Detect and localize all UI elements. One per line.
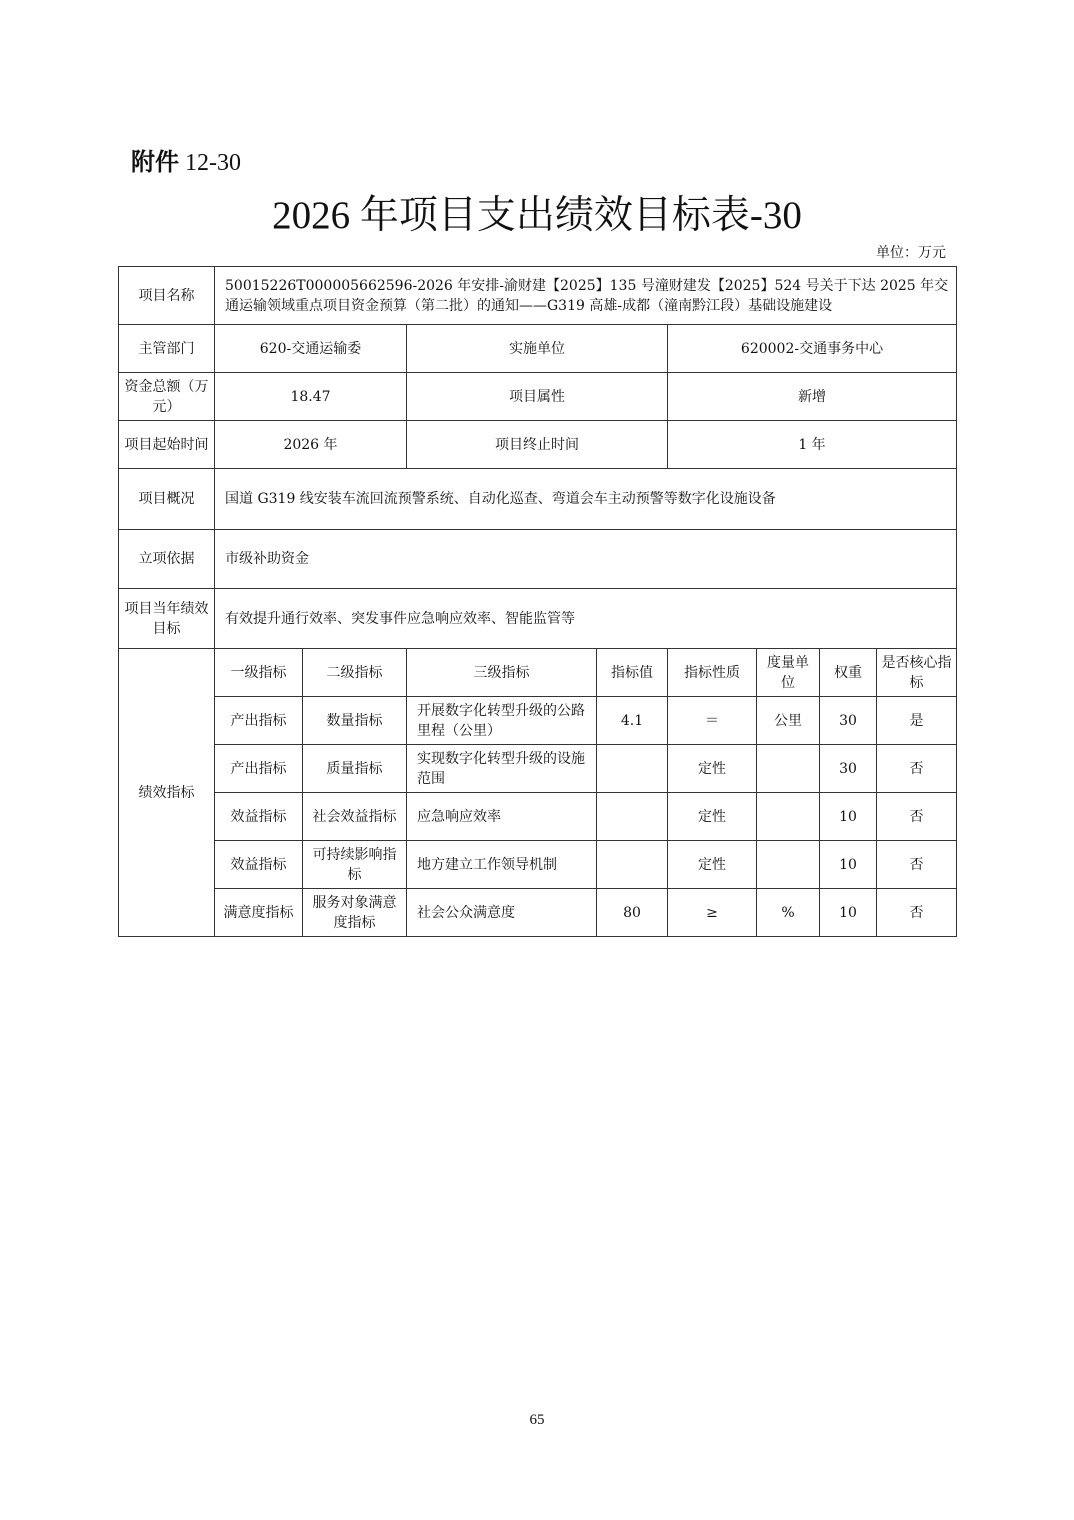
cell-core: 是 <box>877 697 957 745</box>
start-label: 项目起始时间 <box>119 421 215 469</box>
fund-label: 资金总额（万元） <box>119 373 215 421</box>
cell-nature: 定性 <box>668 793 757 841</box>
cell-nature: 定性 <box>668 745 757 793</box>
end-value: 1 年 <box>668 421 957 469</box>
cell-l2: 可持续影响指标 <box>303 841 407 889</box>
end-label: 项目终止时间 <box>407 421 668 469</box>
header-weight: 权重 <box>820 649 877 697</box>
overview-label: 项目概况 <box>119 469 215 530</box>
basis-label: 立项依据 <box>119 530 215 589</box>
cell-l3: 应急响应效率 <box>407 793 597 841</box>
header-value: 指标值 <box>597 649 668 697</box>
goal-value: 有效提升通行效率、突发事件应急响应效率、智能监管等 <box>215 589 957 649</box>
annex-number: 12-30 <box>185 150 241 176</box>
row-dept <box>119 325 957 373</box>
indicators-section-label: 绩效指标 <box>119 649 215 937</box>
dept-value: 620-交通运输委 <box>215 325 407 373</box>
cell-core: 否 <box>877 793 957 841</box>
cell-value <box>597 841 668 889</box>
cell-weight: 10 <box>820 793 877 841</box>
cell-unit: 公里 <box>757 697 820 745</box>
table-row <box>119 841 957 889</box>
basis-value: 市级补助资金 <box>215 530 957 589</box>
cell-l1: 效益指标 <box>215 793 303 841</box>
performance-table <box>118 266 957 937</box>
cell-l1: 产出指标 <box>215 745 303 793</box>
fund-value: 18.47 <box>215 373 407 421</box>
cell-value: 80 <box>597 889 668 937</box>
project-name-label: 项目名称 <box>119 267 215 325</box>
table-row <box>119 793 957 841</box>
cell-l3: 地方建立工作领导机制 <box>407 841 597 889</box>
cell-l2: 社会效益指标 <box>303 793 407 841</box>
cell-unit <box>757 841 820 889</box>
cell-weight: 10 <box>820 841 877 889</box>
header-l3: 三级指标 <box>407 649 597 697</box>
page-title: 2026 年项目支出绩效目标表-30 <box>272 194 802 237</box>
cell-nature: ≥ <box>668 889 757 937</box>
cell-l3: 开展数字化转型升级的公路里程（公里） <box>407 697 597 745</box>
cell-l1: 效益指标 <box>215 841 303 889</box>
cell-weight: 10 <box>820 889 877 937</box>
row-time <box>119 421 957 469</box>
cell-value: 4.1 <box>597 697 668 745</box>
cell-value <box>597 793 668 841</box>
cell-weight: 30 <box>820 697 877 745</box>
header-l1: 一级指标 <box>215 649 303 697</box>
page-number: 65 <box>529 1412 545 1428</box>
cell-l3: 实现数字化转型升级的设施范围 <box>407 745 597 793</box>
cell-unit <box>757 745 820 793</box>
cell-unit <box>757 793 820 841</box>
impl-value: 620002-交通事务中心 <box>668 325 957 373</box>
cell-weight: 30 <box>820 745 877 793</box>
annex-prefix: 附件 <box>131 148 179 176</box>
table-row <box>119 889 957 937</box>
cell-l2: 服务对象满意度指标 <box>303 889 407 937</box>
cell-l1: 满意度指标 <box>215 889 303 937</box>
cell-core: 否 <box>877 889 957 937</box>
row-project-name <box>119 267 957 325</box>
header-nature: 指标性质 <box>668 649 757 697</box>
cell-l2: 质量指标 <box>303 745 407 793</box>
cell-nature: 定性 <box>668 841 757 889</box>
project-name-value: 50015226T000005662596-2026 年安排-渝财建【2025】135 号潼财建发【2025】524 号关于下达 2025 年交通运输领域重点项目资金预算（第二批）的通知——G319 高雄-成都（潼南黔江段）基础设施建设 <box>215 267 957 325</box>
start-value: 2026 年 <box>215 421 407 469</box>
attr-value: 新增 <box>668 373 957 421</box>
header-core: 是否核心指标 <box>877 649 957 697</box>
unit-note: 单位：万元 <box>876 245 946 261</box>
cell-value <box>597 745 668 793</box>
impl-label: 实施单位 <box>407 325 668 373</box>
header-l2: 二级指标 <box>303 649 407 697</box>
attr-label: 项目属性 <box>407 373 668 421</box>
cell-core: 否 <box>877 841 957 889</box>
overview-value: 国道 G319 线安装车流回流预警系统、自动化巡查、弯道会车主动预警等数字化设施设备 <box>215 469 957 530</box>
row-overview <box>119 469 957 530</box>
row-fund <box>119 373 957 421</box>
cell-nature: ＝ <box>668 697 757 745</box>
cell-core: 否 <box>877 745 957 793</box>
cell-unit: % <box>757 889 820 937</box>
row-goal <box>119 589 957 649</box>
cell-l2: 数量指标 <box>303 697 407 745</box>
table-row <box>119 745 957 793</box>
row-basis <box>119 530 957 589</box>
cell-l1: 产出指标 <box>215 697 303 745</box>
goal-label: 项目当年绩效目标 <box>119 589 215 649</box>
cell-l3: 社会公众满意度 <box>407 889 597 937</box>
annex-label <box>131 142 241 177</box>
table-row <box>119 697 957 745</box>
indicator-header-row <box>119 649 957 697</box>
header-unit: 度量单位 <box>757 649 820 697</box>
dept-label: 主管部门 <box>119 325 215 373</box>
